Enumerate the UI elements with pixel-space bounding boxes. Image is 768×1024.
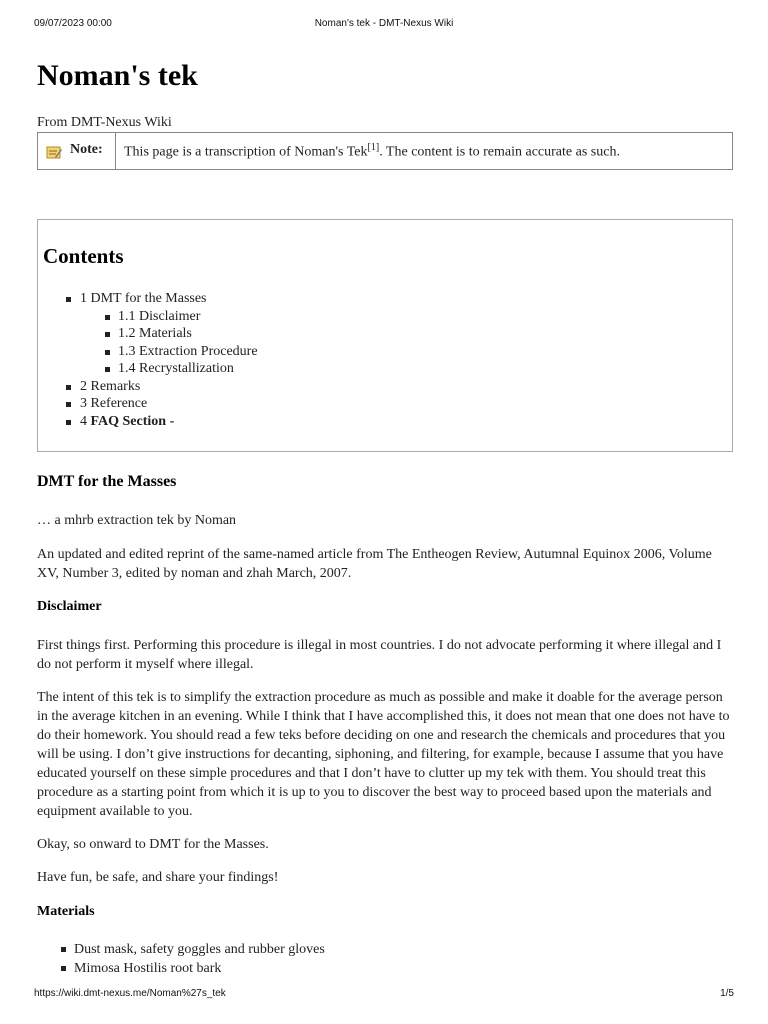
note-icon (46, 145, 62, 159)
toc-list (43, 290, 727, 430)
toc-item[interactable] (43, 290, 727, 378)
print-date: 09/07/2023 00:00 (34, 18, 112, 29)
disclaimer-paragraph: Okay, so onward to DMT for the Masses. (37, 837, 269, 852)
toc-item[interactable]: 3 Reference (43, 395, 727, 413)
print-title: Noman's tek - DMT-Nexus Wiki (314, 18, 454, 29)
print-url: https://wiki.dmt-nexus.me/Noman%27s_tek (34, 988, 226, 999)
toc-subitem[interactable]: 1.4 Recrystallization (80, 360, 727, 378)
note-text-before: This page is a transcription of Noman's Tek (124, 144, 368, 160)
toc-subitem[interactable]: 1.2 Materials (80, 325, 727, 343)
print-header (34, 18, 734, 32)
site-subtitle: From DMT-Nexus Wiki (37, 115, 172, 130)
note-text (116, 133, 620, 169)
materials-item: Mimosa Hostilis root bark (37, 959, 733, 978)
table-of-contents (37, 219, 733, 452)
disclaimer-paragraph: Have fun, be safe, and share your findings! (37, 870, 279, 885)
note-header (38, 133, 116, 169)
toc-sublist (80, 308, 727, 378)
note-text-after: . The content is to remain accurate as such. (379, 144, 620, 160)
toc-subitem[interactable]: 1.1 Disclaimer (80, 308, 727, 326)
toc-item[interactable]: 2 Remarks (43, 378, 727, 396)
toc-item-label[interactable]: 1 DMT for the Masses (80, 291, 207, 306)
toc-item-bold-label[interactable]: FAQ Section - (90, 413, 175, 429)
toc-title: Contents (43, 244, 124, 268)
note-reference-link[interactable]: [1] (367, 142, 380, 153)
page-number: 1/5 (720, 988, 734, 999)
page-content (37, 58, 733, 978)
page-title: Noman's tek (37, 59, 198, 92)
print-footer (34, 988, 734, 1002)
materials-heading: Materials (37, 904, 95, 919)
note-box (37, 132, 733, 170)
disclaimer-paragraph: First things first. Performing this procedure is illegal in most countries. I do not advocate performing it where illegal and I do not perform it myself where illegal. (37, 638, 722, 672)
disclaimer-paragraph: The intent of this tek is to simplify the extraction procedure as much as possible and make it doable for the average person in the average kitchen in an evening. While I think that I have accomplished this, it does not mean that one does not have to do their homework. You should read a few teks before deciding on one and research the chemicals and procedures that you will be using. I don’t give instructions for decanting, siphoning, and filtering, for example, because I assume that you have educated yourself on these simple procedures and that I don’t have to clutter up my tek with them. You should treat this procedure as a starting point from which it is up to you to discover the best way to proceed based upon the materials and equipment available to you. (37, 690, 730, 819)
toc-subitem[interactable]: 1.3 Extraction Procedure (80, 343, 727, 361)
toc-item-number[interactable]: 4 (80, 413, 87, 429)
disclaimer-heading: Disclaimer (37, 599, 102, 614)
toc-item[interactable] (43, 413, 727, 431)
intro-paragraph: … a mhrb extraction tek by Noman (37, 513, 237, 528)
materials-item: Dust mask, safety goggles and rubber gloves (37, 940, 733, 959)
note-label: Note: (70, 142, 103, 157)
intro-paragraph: An updated and edited reprint of the same-named article from The Entheogen Review, Autumnal Equinox 2006, Volume XV, Number 3, edited by noman and zhah March, 2007. (37, 547, 712, 581)
section-heading: DMT for the Masses (37, 473, 177, 490)
materials-list (37, 940, 733, 978)
